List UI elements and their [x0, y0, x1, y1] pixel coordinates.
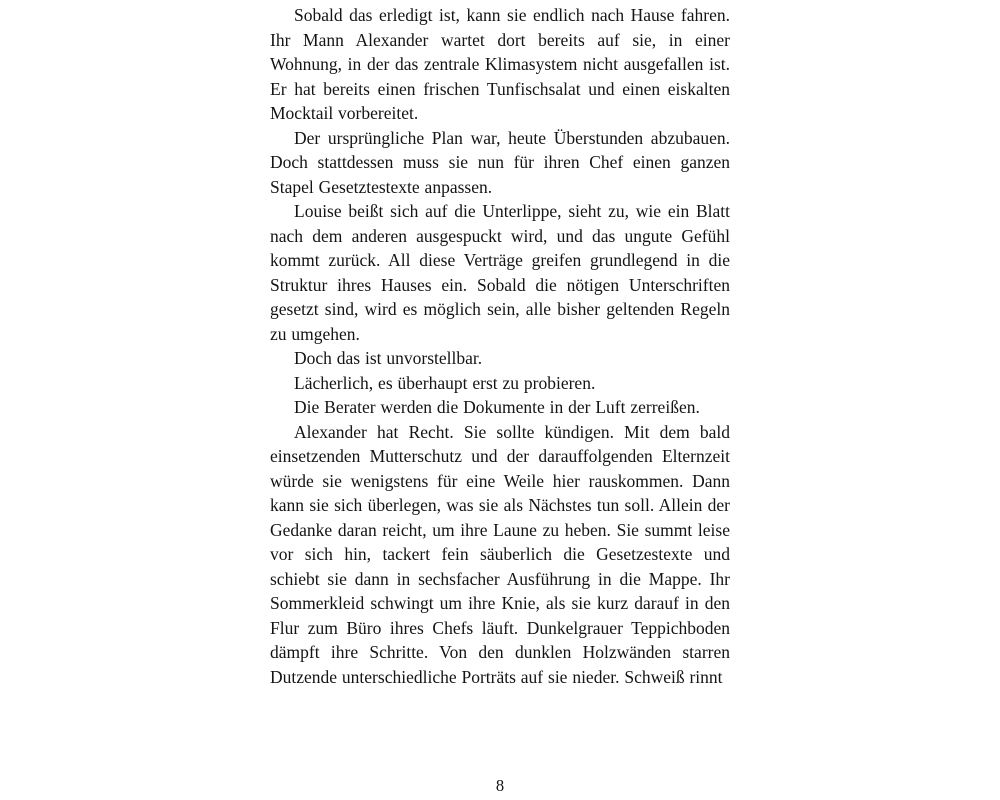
paragraph: Die Berater werden die Dokumente in der Luft zerreißen.	[294, 397, 700, 417]
paragraph: Doch das ist unvorstellbar.	[294, 348, 483, 368]
page-number: 8	[495, 776, 505, 795]
paragraph: Louise beißt sich auf die Unterlippe, sieht zu, wie ein Blatt nach dem anderen ausgespuckt wird, und das ungute Gefühl kommt zurück. All diese Verträge greifen grundlegend in die Struktur ihres Hauses ein. Sobald die nötigen Unterschriften gesetzt sind, wird es möglich sein, alle bisher geltenden Regeln zu umgehen.	[270, 201, 730, 344]
body-text	[270, 3, 730, 689]
paragraph: Der ursprüngliche Plan war, heute Überstunden abzubauen. Doch stattdessen muss sie nun für ihren Chef einen ganzen Stapel Gesetztestexte anpassen.	[270, 127, 730, 197]
paragraph: Lächerlich, es überhaupt erst zu probieren.	[294, 372, 596, 393]
paragraph: Sobald das erledigt ist, kann sie endlich nach Hause fahren. Ihr Mann Alexander wartet dort bereits auf sie, in einer Wohnung, in der das zentrale Klimasystem nicht ausgefallen ist. Er hat bereits einen frischen Tunfischsalat und einen eiskalten Mocktail vorbereitet.	[270, 5, 730, 123]
paragraph: Alexander hat Recht. Sie sollte kündigen. Mit dem bald einsetzenden Mutterschutz und der darauffolgenden Elternzeit würde sie wenigstens für eine Weile hier rauskommen. Dann kann sie sich überlegen, was sie als Nächstes tun soll. Allein der Gedanke daran reicht, um ihre Laune zu heben. Sie summt leise vor sich hin, tackert fein säuberlich die Gesetzestexte und schiebt sie dann in sechsfacher Ausführung in die Mappe. Ihr Sommerkleid schwingt um ihre Knie, als sie kurz darauf in den Flur zum Büro ihres Chefs läuft. Dunkelgrauer Teppichboden dämpft ihre Schritte. Von den dunklen Holzwänden starren Dutzende unterschiedliche Porträts auf sie nieder. Schweiß rinnt	[270, 421, 730, 687]
